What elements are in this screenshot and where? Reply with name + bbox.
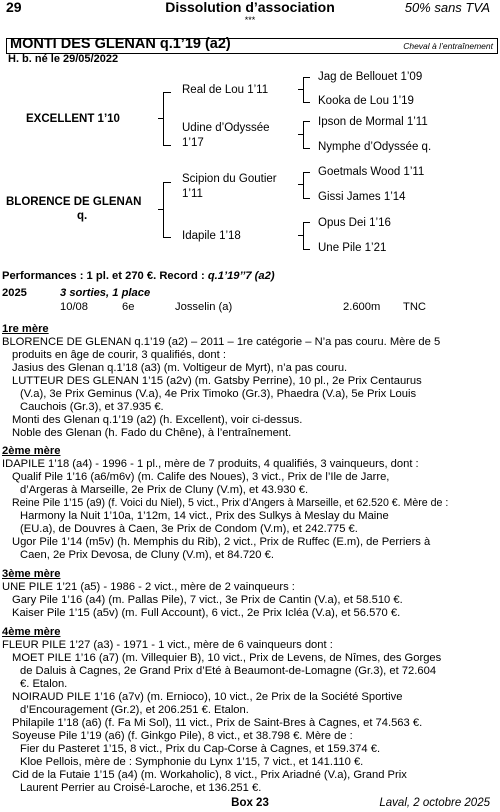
dam4-line: Kloe Pellois, mère de : Symphonie du Lynx 1’15, 7 vict., et 141.110 €.	[20, 756, 364, 768]
section-title-4: 4ème mère	[2, 626, 61, 638]
stars-ornament: ***	[244, 15, 256, 25]
brace-g3-3	[303, 172, 310, 199]
race-distance: 2.600m	[343, 301, 381, 313]
horse-name-box	[6, 38, 498, 54]
brace-g3-2	[303, 121, 310, 149]
dam2-line: Harmony la Nuit 1’10a, 1’12m, 14 vict., Prix des Sulkys à Meslay du Maine	[20, 510, 389, 522]
dam1-line: Jasius des Glenan q.1’18 (a3) (m. Voltigeur de Myrt), n’a pas couru.	[12, 362, 348, 374]
sire-sire: Real de Lou 1’11	[182, 84, 269, 96]
birth-info: H. b. né le 29/05/2022	[8, 53, 119, 65]
g3-ancestor-1: Jag de Bellouet 1’09	[318, 71, 423, 83]
dam2-line: IDAPILE 1’18 (a4) - 1996 - 1 pl., mère de 7 produits, 4 qualifiés, 3 vainqueurs, dont :	[2, 458, 419, 470]
dam4-line: Philapile 1’18 (a6) (f. Fa Mi Sol), 11 vict., Prix de Saint-Bres à Cagnes, et 74.563 €.	[12, 717, 423, 729]
brace-g3-3-tick	[298, 184, 303, 185]
record-value: q.1’19’’7 (a2)	[207, 270, 275, 282]
horse-name: MONTI DES GLENAN q.1’19 (a2)	[10, 36, 231, 52]
page-number: 29	[6, 0, 22, 15]
dam1-line: BLORENCE DE GLENAN q.1’19 (a2) – 2011 – 1re catégorie – N’a pas couru. Mère de 5	[2, 336, 441, 348]
dam4-line: €. Etalon.	[20, 678, 68, 690]
race-row	[0, 301, 500, 315]
dam-dam: Idapile 1’18	[182, 230, 241, 242]
dam4-line: de Daluis à Cagnes, 2e Grand Prix d’Eté à Beaumont-de-Lomagne (Gr.3), et 72.604	[20, 665, 437, 677]
brace-g3-1	[303, 77, 310, 103]
box-number: Box 23	[231, 797, 269, 809]
brace-g3-1-tick	[298, 89, 303, 90]
brace-g3-4	[303, 222, 310, 250]
dam-brace	[163, 182, 171, 238]
race-date: 10/08	[60, 301, 88, 313]
section-title-3: 3ème mère	[2, 568, 61, 580]
dam1-line: Noble des Glenan (h. Fado du Chêne), à l’entraînement.	[12, 427, 292, 439]
g3-ancestor-2: Kooka de Lou 1’19	[318, 95, 414, 107]
performances-label: Performances : 1 pl. et 270 €. Record :	[2, 270, 205, 282]
dam4-line: d’Encouragement (Gr.2), et 206.251 €. Etalon.	[20, 704, 249, 716]
section-title-2: 2ème mère	[2, 445, 61, 457]
place-date: Laval, 2 octobre 2025	[379, 797, 490, 809]
brace-g3-2-tick	[298, 134, 303, 135]
dam-name-suffix: q.	[77, 210, 88, 222]
dam-sire: Scipion du Goutier	[182, 173, 277, 185]
sire-name: EXCELLENT 1’10	[26, 113, 120, 125]
dam1-line: LUTTEUR DES GLENAN 1’15 (a2v) (m. Gatsby Perrine), 10 pl., 2e Prix Centaurus	[12, 375, 422, 387]
race-type: TNC	[403, 301, 426, 313]
brace-g3-4-tick	[298, 235, 303, 236]
dam4-line: NOIRAUD PILE 1’16 (a7v) (m. Ernioco), 10 vict., 2e Prix de la Société Sportive	[12, 691, 403, 703]
dam2-line: d’Argeras à Marseille, 2e Prix de Cluny (V.m), et 43.930 €.	[20, 484, 309, 496]
dam4-line: Cid de la Futaie 1’15 (a4) (m. Workaholic), 8 vict., Prix Ariadné (V.a), Grand Prix	[12, 769, 407, 781]
race-place: 6e	[122, 301, 135, 313]
dam3-line: Kaiser Pile 1’15 (a5v) (m. Full Account), 6 vict., 2e Prix Icléa (V.a), et 56.570 €.	[12, 607, 401, 619]
dam3-line: UNE PILE 1’21 (a5) - 1986 - 2 vict., mère de 2 vainqueurs :	[2, 581, 295, 593]
dam2-line: Caen, 2e Prix Devosa, de Cluny (V.m), et 84.720 €.	[20, 549, 274, 561]
dam-name: BLORENCE DE GLENAN	[6, 196, 142, 208]
dam2-line: (EU.a), de Douvres à Caen, 3e Prix de Condom (V.m), et 242.775 €.	[20, 523, 358, 535]
g3-ancestor-7: Opus Dei 1’16	[318, 217, 391, 229]
dam1-line: Cauchois (Gr.3), et 37.935 €.	[20, 401, 164, 413]
g3-ancestor-8: Une Pile 1’21	[318, 242, 387, 254]
dam2-line: Ugor Pile 1’14 (m5v) (h. Memphis du Rib), 2 vict., Prix de Ruffec (E.m), de Perriers à	[12, 536, 431, 548]
dam4-line: Laurent Perrier au Croisé-Laroche, et 136.251 €.	[20, 782, 262, 794]
sire-brace	[163, 92, 171, 146]
g3-ancestor-6: Gissi James 1’14	[318, 191, 406, 203]
horse-status: Cheval à l’entraînement	[403, 41, 493, 51]
dam2-line: Qualif Pile 1’16 (a6/m6v) (m. Calife des Noues), 3 vict., Prix de l’Ile de Jarre,	[12, 471, 390, 483]
dam2-line: Reine Pile 1’15 (a9) (f. Voici du Niel), 5 vict., Prix d’Angers à Marseille, et 62.520 €. Mère de :	[12, 497, 449, 509]
dam1-line: Monti des Glenan q.1’19 (a2) (h. Excellent), voir ci-dessus.	[12, 414, 303, 426]
g3-ancestor-4: Nymphe d’Odyssée q.	[318, 141, 432, 153]
dam4-line: Fier du Pasteret 1’15, 8 vict., Prix du Cap-Corse à Cagnes, et 159.374 €.	[20, 743, 381, 755]
perf-year-summary: 3 sorties, 1 place	[60, 287, 151, 299]
dam-brace-tick	[158, 209, 163, 210]
g3-ancestor-5: Goetmals Wood 1’11	[318, 166, 425, 178]
sale-title: Dissolution d’association	[165, 0, 335, 15]
sire-brace-tick	[158, 118, 163, 119]
section-title-1: 1re mère	[2, 323, 49, 335]
tva-note: 50% sans TVA	[404, 0, 490, 15]
dam1-line: (V.a), 3e Prix Geminus (V.a), 4e Prix Timoko (Gr.3), Phaedra (V.a), 5e Prix Louis	[20, 388, 417, 400]
dam-sire-record: 1’11	[182, 188, 203, 200]
perf-year: 2025	[2, 287, 27, 299]
dam4-line: FLEUR PILE 1’27 (a3) - 1971 - 1 vict., mère de 6 vainqueurs dont :	[2, 639, 333, 651]
dam3-line: Gary Pile 1’16 (a4) (m. Pallas Pile), 7 vict., 3e Prix de Cantin (V.a), et 58.510 €.	[12, 594, 403, 606]
sire-dam: Udine d’Odyssée	[182, 122, 270, 134]
dam4-line: MOET PILE 1’16 (a7) (m. Villequier B), 10 vict., Prix de Levens, de Nîmes, des Gorges	[12, 652, 442, 664]
dam4-line: Soyeuse Pile 1’19 (a6) (f. Ginkgo Pile), 8 vict., et 38.798 €. Mère de :	[12, 730, 353, 742]
sire-dam-record: 1’17	[182, 137, 204, 149]
dam1-line: produits en âge de courir, 3 qualifiés, dont :	[12, 349, 226, 361]
race-driver: Josselin (a)	[175, 301, 233, 313]
g3-ancestor-3: Ipson de Mormal 1’11	[318, 116, 428, 128]
performances-summary	[2, 270, 275, 283]
